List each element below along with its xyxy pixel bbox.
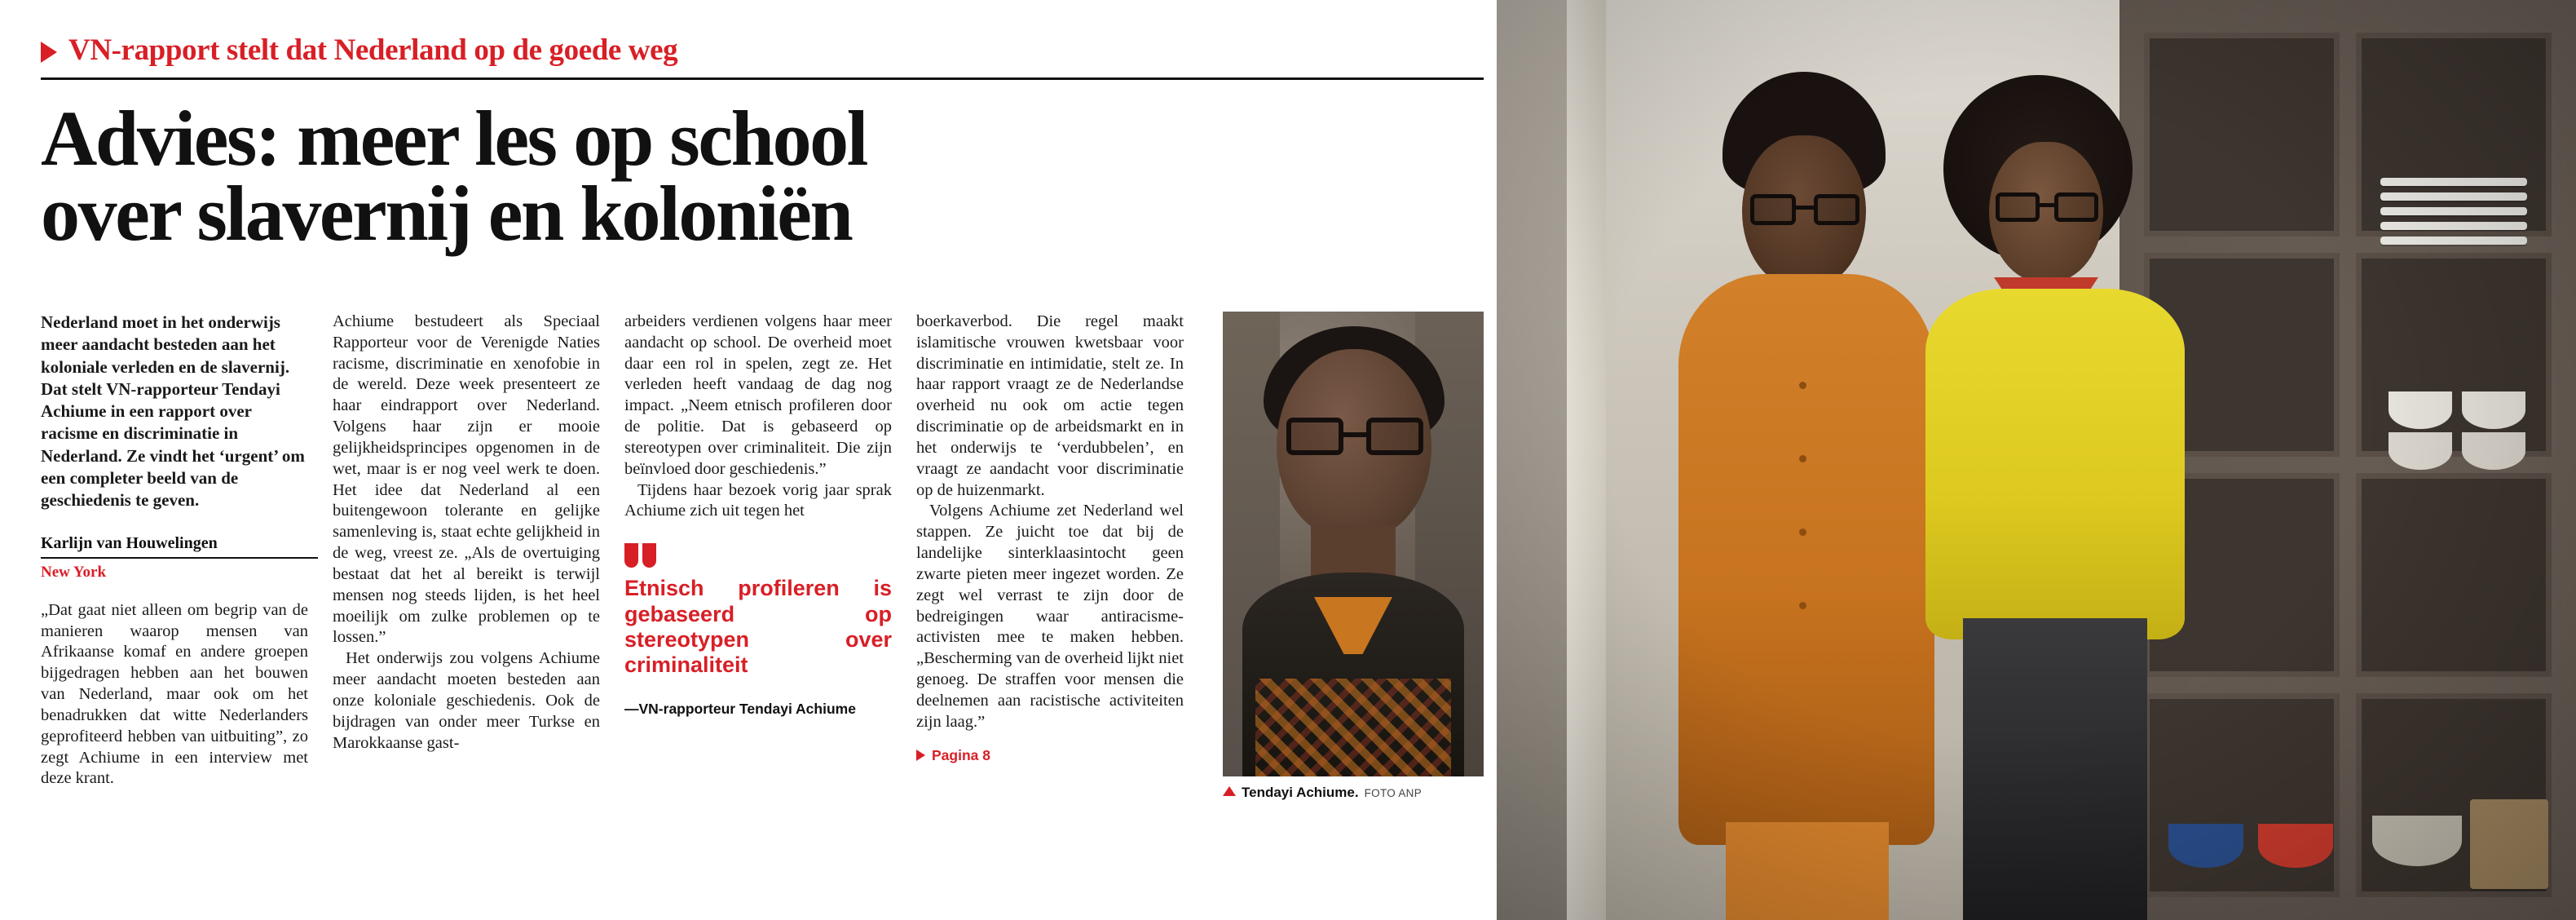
triangle-up-icon: [1223, 786, 1236, 796]
paragraph: Tijdens haar bezoek vorig jaar sprak Achiume zich uit tegen het: [624, 480, 892, 520]
triangle-right-icon: [41, 42, 57, 63]
kicker-row: [41, 33, 1484, 80]
photo-caption-name: Tendayi Achiume.: [1242, 785, 1359, 800]
article-column-2: [333, 312, 624, 790]
portrait-figure: [1223, 312, 1484, 801]
paragraph: Achiume bestudeert als Speciaal Rapporteur voor de Verenigde Naties racisme, discriminatie en xenofobie in de wereld. Deze week presenteert ze haar eindrapport over Nederland. Volgens haar zijn er mooie gelijkheidsprincipes opgenomen in de wet, maar is er nog veel werk te doen. Het idee dat Nederland al een buitengewoon tolerante en gelijke samenleving is, staat echte gelijkheid in de weg, vreest ze. „Als de overtuiging bestaat dat het al bereikt is terwijl mensen nog steeds lijden, is het heel moeilijk om zulke problemen op te lossen.”: [333, 312, 600, 647]
article-column-1: [41, 312, 333, 790]
photo-caption: [1223, 785, 1484, 801]
paragraph: „Dat gaat niet alleen om begrip van de manieren waarop mensen van Afrikaanse komaf en andere groepen bijgedragen hebben aan het bouwen van Nederland, maar ook om het benadrukken dat witte Nederlanders geprofiteerd hebben van uitbuiting”, zo zegt Achiume in een interview met deze krant.: [41, 600, 308, 788]
headline-line-1: Advies: meer les op school: [41, 95, 867, 182]
lead-paragraph: Nederland moet in het onderwijs meer aandacht besteden aan het koloniale verleden en de slavernij. Dat stelt VN-rapporteur Tendayi Achiume in een rapport over racisme en discriminatie in Nederland. Ze vindt het ‘urgent’ om een completer beeld van de geschiedenis te geven.: [41, 312, 305, 511]
triangle-right-icon: [916, 750, 925, 761]
page-title: [41, 95, 1312, 258]
kicker-text: VN-rapport stelt dat Nederland op de goede weg: [68, 33, 678, 67]
byline-author: Karlijn van Houwelingen: [41, 533, 218, 552]
paragraph: Volgens Achiume zet Nederland wel stappen. Ze juicht toe dat bij de landelijke sinterklaasintocht geen zwarte pieten meer ingezet worden. Ze zegt wel verrast te zijn door de bedreigingen waar antiracisme-activisten mee te maken hebben. „Bescherming van de overheid lijkt niet genoeg. De straffen voor mensen die deelnemen aan racistische activiteiten zijn laag.”: [916, 502, 1184, 731]
headline-line-2: over slavernij en koloniën: [41, 170, 852, 258]
byline-location: New York: [41, 557, 318, 582]
paragraph: boerkaverbod. Die regel maakt islamitische vrouwen kwetsbaar voor discriminatie en intimidatie, stelt ze. In haar rapport vraagt ze de Nederlandse overheid nu ook om actie tegen discriminatie op de arbeidsmarkt en in het onderwijs te ‘verdubbelen’, en vraagt ze aandacht voor discriminatie op de huizenmarkt.: [916, 312, 1184, 499]
pull-quote-text: Etnisch profileren is gebaseerd op stereotypen over criminaliteit: [624, 576, 892, 678]
paragraph: arbeiders verdienen volgens haar meer aandacht op school. De overheid moet daar een rol in spelen, zegt ze. Het verleden heeft vandaag de dag nog impact. „Neem etnisch profileren door de politie. Dat is gebaseerd op stereotypen over criminaliteit. Die zijn beïnvloed door geschiedenis.”: [624, 312, 892, 478]
portrait-photo: [1223, 312, 1484, 776]
main-photo: [1497, 0, 2576, 920]
quote-mark-icon: [624, 543, 892, 568]
paragraph: Het onderwijs zou volgens Achiume meer aandacht moeten besteden aan onze koloniale geschiedenis. Ook de bijdragen van onder meer Turkse en Marokkaanse gast-: [333, 649, 600, 752]
article-lead: [41, 312, 308, 512]
pull-quote-attribution: —VN-rapporteur Tendayi Achiume: [624, 700, 856, 717]
article-column-3: [624, 312, 916, 790]
photo-vignette: [1497, 0, 2576, 920]
article-column-1-body: [41, 600, 308, 790]
article-column-4: [916, 312, 1208, 790]
photo-credit: FOTO ANP: [1364, 787, 1423, 799]
jump-reference[interactable]: [916, 746, 1184, 764]
pull-quote: [624, 543, 892, 717]
eyeglasses-icon: [1286, 418, 1423, 455]
jump-reference-label: Pagina 8: [932, 746, 990, 763]
